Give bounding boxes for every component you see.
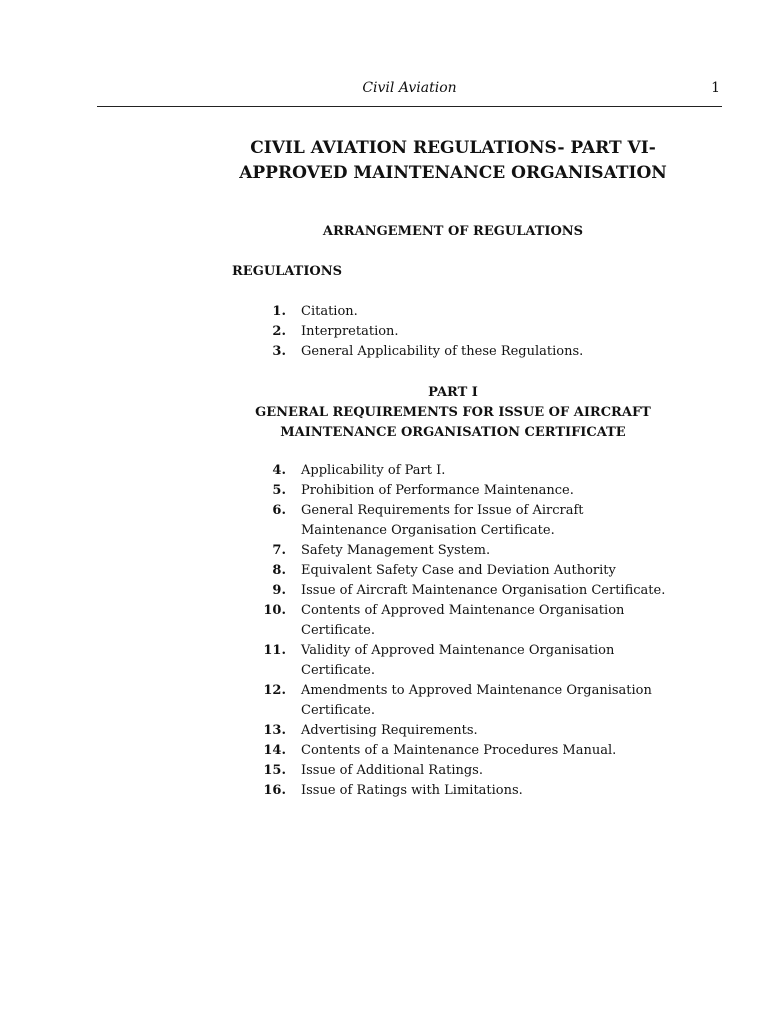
part-1-heading-line-1: GENERAL REQUIREMENTS FOR ISSUE OF AIRCRAFT [255,405,651,420]
list-item [232,481,672,501]
list-item [232,641,672,681]
item-text: Interpretation. [301,324,399,339]
item-number: 13. [263,723,286,738]
list-item [232,561,672,581]
item-text: Citation. [301,304,358,319]
part-1-label: PART I [428,385,478,400]
item-text: Issue of Additional Ratings. [301,763,483,778]
item-text: Equivalent Safety Case and Deviation Authority [301,563,616,578]
item-number: 10. [263,603,286,618]
list-item [232,681,672,721]
item-text: Safety Management System. [301,543,491,558]
list-item [232,601,672,641]
item-number: 15. [263,763,286,778]
list-item [232,541,672,561]
initial-regulations-list [232,302,672,362]
item-number: 12. [263,683,286,698]
list-item [232,581,672,601]
item-text: General Applicability of these Regulations. [301,344,584,359]
list-item [232,501,672,541]
arrangement-heading: ARRANGEMENT OF REGULATIONS [322,224,584,239]
running-header [97,80,722,107]
item-number: 14. [263,743,286,758]
running-title: Civil Aviation [362,80,457,96]
item-number: 16. [263,783,286,798]
list-item [232,322,672,342]
item-text: Prohibition of Performance Maintenance. [301,483,574,498]
part-1-heading-line-2: MAINTENANCE ORGANISATION CERTIFICATE [280,425,626,440]
item-text: Advertising Requirements. [301,723,478,738]
item-number: 3. [272,344,286,359]
part-1-regulations-list [232,461,672,801]
item-text: General Requirements for Issue of Aircraft Maintenance Organisation Certificate. [301,503,584,538]
item-number: 9. [272,583,286,598]
item-number: 2. [272,324,286,339]
list-item [232,342,672,362]
list-item [232,302,672,322]
item-text: Contents of a Maintenance Procedures Manual. [301,743,617,758]
item-text: Issue of Ratings with Limitations. [301,783,523,798]
list-item [232,761,672,781]
regulations-heading: REGULATIONS [232,264,343,279]
part-1-heading [140,383,766,443]
item-text: Applicability of Part I. [301,463,446,478]
item-text: Amendments to Approved Maintenance Organisation Certificate. [301,683,652,718]
item-number: 4. [272,463,286,478]
list-item [232,461,672,481]
document-title-line-2: APPROVED MAINTENANCE ORGANISATION [239,163,667,183]
item-number: 6. [272,503,286,518]
document-title-line-1: CIVIL AVIATION REGULATIONS- PART VI- [250,138,656,158]
item-number: 8. [272,563,286,578]
item-number: 7. [272,543,286,558]
list-item [232,781,672,801]
list-item [232,741,672,761]
page-number: 1 [711,80,720,96]
list-item [232,721,672,741]
item-number: 1. [272,304,286,319]
item-text: Contents of Approved Maintenance Organisation Certificate. [301,603,625,638]
item-text: Validity of Approved Maintenance Organisation Certificate. [301,643,615,678]
item-number: 11. [263,643,286,658]
item-number: 5. [272,483,286,498]
document-title [140,136,766,186]
item-text: Issue of Aircraft Maintenance Organisation Certificate. [301,583,666,598]
